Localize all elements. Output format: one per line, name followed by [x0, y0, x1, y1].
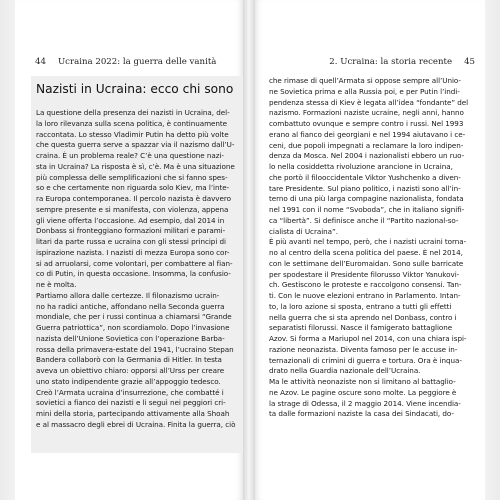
- text-line: Guerra patriottica”, non scordiamolo. Dopo l’invasione: [36, 323, 230, 332]
- text-line: la loro rilevanza sulla scena politica, è continuamente: [36, 118, 228, 128]
- text-line: ti. Con le nuove elezioni entrano in Parlamento. Intan-: [269, 291, 461, 300]
- text-line: nel 1991 con il nome “Svoboda”, che in italiano signifi-: [269, 205, 465, 214]
- book-gutter: [243, 0, 255, 500]
- text-line: Partiamo allora dalle certezze. Il filonazismo ucrain-: [36, 290, 220, 300]
- chapter-title: Nazisti in Ucraina: ecco chi sono: [36, 82, 234, 96]
- text-line: Azov. Si forma a Mariupol nel 2014, con una chiara ispi-: [269, 334, 467, 343]
- text-line: rossa della primavera-estate del 1941, l’ucraino Stepan: [36, 344, 234, 354]
- text-line: si ad arruolarsi, come volontari, per combattere al fian-: [36, 258, 233, 268]
- text-line: Donbass si fronteggiano formazioni militari e parami-: [36, 226, 226, 236]
- text-line: aveva un obiettivo chiaro: opporsi all’Urss per creare: [36, 366, 225, 375]
- text-line: separatisti filorussi. Nasce il famigerato battaglione: [269, 323, 453, 333]
- text-line: nazista dell’Unione Sovietica con l’operazione Barba-: [36, 333, 225, 343]
- text-line: litari da parte russa e ucraina con gli stessi principi di: [36, 237, 226, 246]
- text-line: cialista di Ucraina”.: [269, 226, 338, 236]
- text-line: ta dalle formazioni naziste la casa dei Sindacati, do-: [269, 409, 454, 419]
- text-line: sempre presente e si manifesta, con violenza, appena: [36, 204, 229, 214]
- text-line: È più avanti nel tempo, però, che i nazisti ucraini torna-: [269, 237, 467, 247]
- text-line: to, la loro azione si sposta, entrano a tutti gli effetti: [269, 301, 452, 311]
- text-line: pendenza stessa di Kiev è legata all’idea “fondante” del: [269, 97, 469, 107]
- right-page-number: 45: [464, 57, 475, 67]
- text-line: ternazionali di crimini di guerra e tortura. Ora è inqua-: [269, 355, 462, 365]
- text-line: ch. Gestiscono le proteste e raccolgono consensi. Tan-: [269, 280, 462, 290]
- text-line: mini della storia, partecipando attivamente alla Shoah: [36, 409, 230, 418]
- text-line: che rimase di quell’Armata si oppose sempre all’Unio-: [269, 76, 461, 85]
- text-line: co di Putin, in questa occasione. Insomma, la confusio-: [36, 269, 231, 279]
- text-line: ne Sovietica prima e alla Russia poi, e per Putin l’indi-: [269, 86, 460, 96]
- text-line: lo nella cosiddetta rivoluzione arancione in Ucraina,: [269, 162, 453, 171]
- text-line: terno di una più larga compagine nazionalista, fondata: [269, 194, 464, 204]
- text-line: sovietici a fianco dei nazisti e li seguì nei peggiori cri-: [36, 398, 226, 408]
- text-line: ceni, due popoli impegnati a reclamare la loro indipen-: [269, 140, 464, 150]
- text-line: ca “libertà”. Si definisce anche il “Partito nazional-so-: [269, 215, 459, 225]
- text-line: Creò l’Armata ucraina d’insurrezione, che combatté i: [36, 387, 224, 397]
- left-body-text: [36, 108, 246, 431]
- text-line: La questione della presenza dei nazisti in Ucraina, del-: [36, 108, 230, 117]
- text-line: ne è molta.: [36, 280, 77, 289]
- text-line: no ha radici antiche, affondano nella Seconda guerra: [36, 301, 225, 311]
- text-line: no al centro della scena politica del paese. È nel 2014,: [269, 248, 463, 257]
- text-line: combattuto ovunque e sempre contro i russi. Nel 1993: [269, 119, 464, 128]
- left-running-title: Ucraina 2022: la guerra delle vanità: [57, 57, 217, 67]
- text-line: che portò il filooccidentale Viktor Yushchenko a diven-: [269, 172, 461, 182]
- text-line: per spodestare il Presidente filorusso Viktor Yanukovi-: [269, 269, 460, 279]
- text-line: razione neonazista. Diventa famoso per le accuse in-: [269, 344, 458, 354]
- text-line: Bandera collaborò con la Germania di Hitler. In testa: [36, 355, 222, 365]
- right-running-head: [329, 57, 475, 67]
- text-line: gli viene offerta l’occasione. Ad esempio, dal 2014 in: [36, 215, 225, 225]
- text-line: nella guerra che si sta aprendo nel Donbass, contro i: [269, 312, 457, 322]
- text-line: che questa guerra serve a spazzar via il nazismo dall’U-: [36, 140, 235, 150]
- text-line: e al massacro degli ebrei di Ucraina. Finita la guerra, ciò: [36, 419, 236, 429]
- text-line: Ma le attività neonaziste non si limitano al battaglio-: [269, 377, 456, 386]
- text-line: uno stato indipendente grazie all’appoggio tedesco.: [36, 376, 221, 386]
- text-line: tare Presidente. Sul piano politico, i nazisti sono all’in-: [269, 183, 461, 193]
- right-running-title: 2. Ucraina: la storia recente: [329, 57, 453, 67]
- text-line: sta in Ucraina? La risposta è sì, c’è. Ma è una situazione: [36, 161, 235, 171]
- text-line: so e che certamente non riguarda solo Kiev, ma l’inte-: [36, 183, 230, 193]
- text-line: con le settimane dell’Euromaidan. Sono sulle barricate: [269, 258, 464, 268]
- text-line: ra Europa contemporanea. Il percolo nazista è davvero: [36, 194, 231, 203]
- text-line: più complessa delle semplificazioni che si fanno spes-: [36, 172, 228, 182]
- right-page: [255, 0, 485, 500]
- text-line: nazismo. Formazioni naziste ucraine, negli anni, hanno: [269, 108, 464, 118]
- text-line: erano al fianco dei georgiani e nel 1994 aiutavano i ce-: [269, 129, 466, 139]
- left-page: [15, 0, 243, 500]
- text-line: craina. È un problema reale? C’è una questione nazi-: [36, 151, 224, 160]
- text-line: mondiale, che per i russi continua a chiamarsi “Grande: [36, 312, 232, 322]
- text-line: drato nella Guardia nazionale dell’Ucraina.: [269, 366, 421, 376]
- text-line: la strage di Odessa, il 2 maggio 2014. Viene incendia-: [269, 398, 461, 408]
- text-line: denza da Mosca. Nel 2004 i nazionalisti ebbero un ruo-: [269, 151, 465, 161]
- left-running-head: [35, 57, 216, 67]
- right-body-text: [269, 76, 479, 420]
- text-line: ne Azov. Le pagine oscure sono molte. La peggiore è: [269, 387, 457, 397]
- text-line: ispirazione nazista. I nazisti di mezza Europa sono cor-: [36, 247, 230, 257]
- left-page-number: 44: [35, 57, 46, 67]
- text-line: raccontata. Lo stesso Vladimir Putin ha detto più volte: [36, 129, 229, 139]
